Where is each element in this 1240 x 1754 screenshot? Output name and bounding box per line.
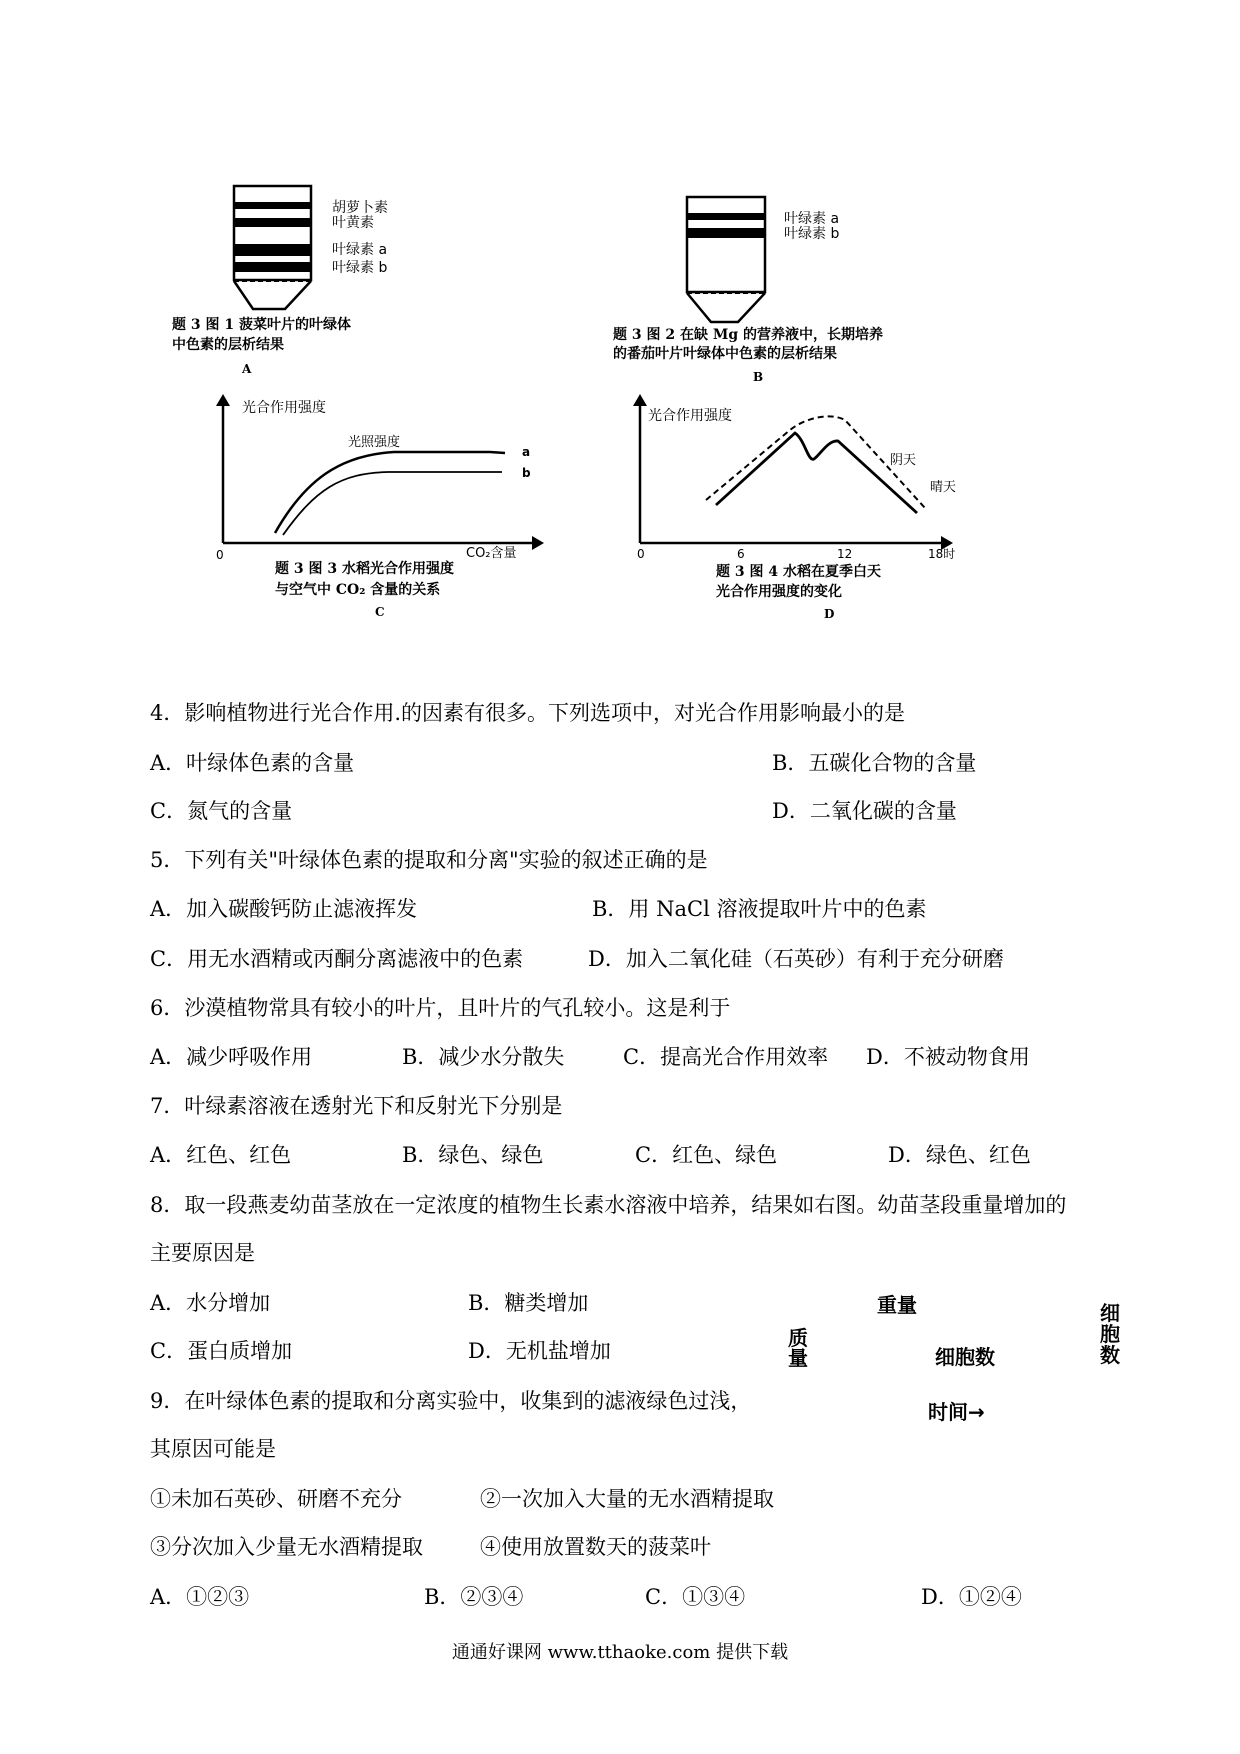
figure-c-caption-line2: 与空气中 CO₂ 含量的关系	[275, 582, 441, 598]
figure-b-caption-line1: 题 3 图 2 在缺 Mg 的营养液中，长期培养	[613, 327, 884, 343]
q6-option-a: A．减少呼吸作用	[150, 1045, 313, 1069]
q7-option-a: A．红色、红色	[150, 1143, 292, 1167]
series-sunny-label: 晴天	[930, 480, 957, 495]
q9-item-1: ①未加石英砂、研磨不充分	[150, 1487, 402, 1511]
q4-stem: 4．影响植物进行光合作用.的因素有很多。下列选项中，对光合作用影响最小的是	[150, 701, 906, 725]
band-chlorophyll-b	[234, 262, 311, 272]
tick-18: 18时	[928, 547, 956, 561]
label-chlorophyll-b: 叶绿素 b	[332, 260, 388, 276]
q4-option-b: B．五碳化合物的含量	[772, 751, 977, 775]
q8-option-d: D．无机盐增加	[468, 1339, 611, 1363]
q8-weight-label: 重量	[877, 1293, 917, 1317]
band-chlorophyll-a	[234, 244, 311, 256]
figure-d-ylabel: 光合作用强度	[648, 408, 732, 424]
q9-item-2: ②一次加入大量的无水酒精提取	[480, 1487, 774, 1511]
q8-stem-line2: 主要原因是	[150, 1241, 255, 1265]
label-chlorophyll-b: 叶绿素 b	[784, 226, 840, 242]
q4-option-c: C．氮气的含量	[150, 799, 293, 823]
q9-option-a: A．①②③	[150, 1585, 250, 1609]
label-xanthophyll: 叶黄素	[332, 215, 374, 231]
q8-cells-label: 细胞数	[935, 1345, 995, 1369]
figure-c-origin: 0	[216, 548, 224, 562]
tick-0: 0	[637, 547, 645, 561]
label-carotene: 胡萝卜素	[332, 200, 388, 216]
q6-option-d: D．不被动物食用	[866, 1045, 1030, 1069]
label-chlorophyll-a: 叶绿素 a	[784, 211, 840, 227]
q9-item-4: ④使用放置数天的菠菜叶	[480, 1535, 711, 1559]
figure-b-caption-line2: 的番茄叶片叶绿体中色素的层析结果	[613, 346, 837, 362]
band-chlorophyll-b	[687, 228, 765, 238]
figure-c-curve-label: 光照强度	[348, 435, 401, 450]
figure-b-letter: B	[753, 370, 764, 384]
q9-option-b: B．②③④	[424, 1585, 524, 1609]
q7-option-c: C．红色、绿色	[635, 1143, 778, 1167]
q9-option-d: D．①②④	[921, 1585, 1022, 1609]
figure-c-letter: C	[375, 605, 385, 619]
label-chlorophyll-a: 叶绿素 a	[332, 242, 388, 258]
q8-xlabel: 时间→	[928, 1400, 985, 1424]
page-footer: 通通好课网 www.tthaoke.com 提供下载	[451, 1642, 789, 1663]
q4-option-d: D．二氧化碳的含量	[772, 799, 957, 823]
q5-option-d: D．加入二氧化硅（石英砂）有利于充分研磨	[588, 947, 1004, 971]
q5-option-a: A．加入碳酸钙防止滤液挥发	[150, 897, 418, 921]
q5-option-c: C．用无水酒精或丙酮分离滤液中的色素	[150, 947, 524, 971]
q9-item-3: ③分次加入少量无水酒精提取	[150, 1535, 423, 1559]
band-chlorophyll-a	[687, 213, 765, 220]
q8-left-label: 质量	[788, 1326, 808, 1370]
figure-d-letter: D	[824, 607, 835, 621]
figure-a-letter: A	[242, 362, 252, 376]
tick-6: 6	[737, 547, 745, 561]
figure-a-caption-line1: 题 3 图 1 菠菜叶片的叶绿体	[172, 317, 351, 333]
q9-stem-line1: 9．在叶绿体色素的提取和分离实验中，收集到的滤液绿色过浅，	[150, 1389, 752, 1413]
tick-12: 12	[837, 547, 853, 561]
figure-d-caption-line1: 题 3 图 4 水稻在夏季白天	[716, 564, 881, 580]
band-xanthophyll	[234, 218, 311, 227]
figure-c-caption-line1: 题 3 图 3 水稻光合作用强度	[275, 561, 454, 577]
q5-stem: 5．下列有关"叶绿体色素的提取和分离"实验的叙述正确的是	[150, 848, 708, 872]
q9-stem-line2: 其原因可能是	[150, 1437, 276, 1461]
q6-option-b: B．减少水分散失	[402, 1045, 565, 1069]
q8-option-c: C．蛋白质增加	[150, 1339, 293, 1363]
q6-stem: 6．沙漠植物常具有较小的叶片，且叶片的气孔较小。这是利于	[150, 996, 731, 1020]
q9-option-c: C．①③④	[645, 1585, 746, 1609]
q5-option-b: B．用 NaCl 溶液提取叶片中的色素	[592, 897, 927, 921]
q4-option-a: A．叶绿体色素的含量	[150, 751, 355, 775]
q8-stem-line1: 8．取一段燕麦幼苗茎放在一定浓度的植物生长素水溶液中培养，结果如右图。幼苗茎段重量增加的	[150, 1193, 1067, 1217]
q8-right-label: 细胞数	[1100, 1301, 1120, 1367]
band-carotene	[234, 202, 311, 209]
q8-option-a: A．水分增加	[150, 1291, 271, 1315]
curve-a	[275, 452, 505, 533]
figure-c-ylabel: 光合作用强度	[242, 400, 326, 416]
series-cloudy-label: 阴天	[890, 453, 917, 468]
q8-option-b: B．糖类增加	[468, 1291, 589, 1315]
figure-c-xlabel: CO₂含量	[466, 546, 517, 561]
series-a-label: a	[522, 445, 531, 459]
series-b-label: b	[522, 466, 531, 480]
q7-stem: 7．叶绿素溶液在透射光下和反射光下分别是	[150, 1094, 563, 1118]
q6-option-c: C．提高光合作用效率	[623, 1045, 829, 1069]
q7-option-d: D．绿色、红色	[888, 1143, 1031, 1167]
curve-sunny	[716, 433, 917, 513]
figure-d-caption-line2: 光合作用强度的变化	[716, 584, 842, 600]
figure-a-caption-line2: 中色素的层析结果	[172, 337, 284, 353]
q7-option-b: B．绿色、绿色	[402, 1143, 544, 1167]
